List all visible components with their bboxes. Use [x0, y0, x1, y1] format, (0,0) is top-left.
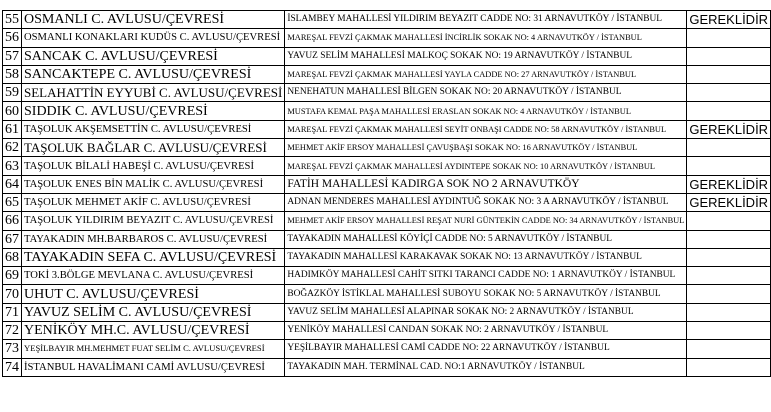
row-number: 65: [3, 193, 22, 211]
row-number: 55: [3, 11, 22, 29]
row-name: TAŞOLUK AKŞEMSETTİN C. AVLUSU/ÇEVRESİ: [22, 120, 285, 138]
row-number: 56: [3, 29, 22, 47]
row-address: YEŞİLBAYIR MAHALLESİ CAMİ CADDE NO: 22 ARNAVUTKÖY / İSTANBUL: [285, 340, 687, 358]
row-name: YEŞİLBAYIR MH.MEHMET FUAT SELİM C. AVLUSU/ÇEVRESİ: [22, 340, 285, 358]
row-name: SIDDIK C. AVLUSU/ÇEVRESİ: [22, 102, 285, 120]
row-address: TAYAKADIN MAH. TERMİNAL CAD. NO:1 ARNAVUTKÖY / İSTANBUL: [285, 358, 687, 376]
row-number: 61: [3, 120, 22, 138]
row-status: [687, 212, 771, 230]
table-row: [3, 230, 771, 248]
row-status: GEREKLİDİR: [687, 11, 771, 29]
row-address: MAREŞAL FEVZİ ÇAKMAK MAHALLESİ İNCİRLİK SOKAK NO: 4 ARNAVUTKÖY / İSTANBUL: [285, 29, 687, 47]
row-name: TAŞOLUK YILDIRIM BEYAZIT C. AVLUSU/ÇEVRESİ: [22, 212, 285, 230]
row-address: YAVUZ SELİM MAHALLESİ ALAPINAR SOKAK NO: 2 ARNAVUTKÖY / İSTANBUL: [285, 303, 687, 321]
table-body: [3, 11, 771, 377]
row-name: TAYAKADIN SEFA C. AVLUSU/ÇEVRESİ: [22, 248, 285, 266]
row-status: [687, 29, 771, 47]
table-row: [3, 340, 771, 358]
row-address: MUSTAFA KEMAL PAŞA MAHALLESİ ERASLAN SOKAK NO: 4 ARNAVUTKÖY / İSTANBUL: [285, 102, 687, 120]
row-status: [687, 230, 771, 248]
row-status: GEREKLİDİR: [687, 120, 771, 138]
table-row: [3, 193, 771, 211]
row-number: 60: [3, 102, 22, 120]
table-row: [3, 212, 771, 230]
row-address: YAVUZ SELİM MAHALLESİ MALKOÇ SOKAK NO: 19 ARNAVUTKÖY / İSTANBUL: [285, 47, 687, 65]
row-status: [687, 47, 771, 65]
mosque-courtyard-table: [2, 10, 771, 377]
row-status: [687, 102, 771, 120]
row-status: [687, 139, 771, 157]
row-status: [687, 267, 771, 285]
row-name: SANCAKTEPE C. AVLUSU/ÇEVRESİ: [22, 65, 285, 83]
row-number: 58: [3, 65, 22, 83]
row-status: GEREKLİDİR: [687, 175, 771, 193]
row-address: MEHMET AKİF ERSOY MAHALLESİ REŞAT NURİ GÜNTEKİN CADDE NO: 34 ARNAVUTKÖY / İSTANBUL: [285, 212, 687, 230]
row-number: 68: [3, 248, 22, 266]
row-number: 66: [3, 212, 22, 230]
row-name: TAŞOLUK ENES BİN MALİK C. AVLUSU/ÇEVRESİ: [22, 175, 285, 193]
table-row: [3, 139, 771, 157]
table-row: [3, 267, 771, 285]
row-name: SELAHATTİN EYYUBİ C. AVLUSU/ÇEVRESİ: [22, 84, 285, 102]
row-name: OSMANLI KONAKLARI KUDÜS C. AVLUSU/ÇEVRESİ: [22, 29, 285, 47]
table-row: [3, 102, 771, 120]
row-status: [687, 285, 771, 303]
row-status: [687, 358, 771, 376]
row-number: 57: [3, 47, 22, 65]
row-name: TAYAKADIN MH.BARBAROS C. AVLUSU/ÇEVRESİ: [22, 230, 285, 248]
row-status: [687, 248, 771, 266]
row-status: [687, 340, 771, 358]
row-address: HADIMKÖY MAHALLESİ CAHİT SITKI TARANCI CADDE NO: 1 ARNAVUTKÖY / İSTANBUL: [285, 267, 687, 285]
row-address: BOĞAZKÖY İSTİKLAL MAHALLESİ SUBOYU SOKAK NO: 5 ARNAVUTKÖY / İSTANBUL: [285, 285, 687, 303]
row-address: YENİKÖY MAHALLESİ CANDAN SOKAK NO: 2 ARNAVUTKÖY / İSTANBUL: [285, 322, 687, 340]
table-row: [3, 175, 771, 193]
row-number: 69: [3, 267, 22, 285]
row-name: İSTANBUL HAVALİMANI CAMİ AVLUSU/ÇEVRESİ: [22, 358, 285, 376]
table-row: [3, 84, 771, 102]
row-address: MEHMET AKİF ERSOY MAHALLESİ ÇAVUŞBAŞI SOKAK NO: 16 ARNAVUTKÖY / İSTANBUL: [285, 139, 687, 157]
row-status: [687, 157, 771, 175]
row-address: ADNAN MENDERES MAHALLESİ AYDINTUĞ SOKAK NO: 3 A ARNAVUTKÖY / İSTANBUL: [285, 193, 687, 211]
row-address: FATİH MAHALLESİ KADIRGA SOK NO 2 ARNAVUTKÖY: [285, 175, 687, 193]
row-name: OSMANLI C. AVLUSU/ÇEVRESİ: [22, 11, 285, 29]
table-row: [3, 65, 771, 83]
row-address: MAREŞAL FEVZİ ÇAKMAK MAHALLESİ SEYİT ONBAŞI CADDE NO: 58 ARNAVUTKÖY / İSTANBUL: [285, 120, 687, 138]
row-number: 59: [3, 84, 22, 102]
row-name: TAŞOLUK MEHMET AKİF C. AVLUSU/ÇEVRESİ: [22, 193, 285, 211]
table-row: [3, 322, 771, 340]
table-row: [3, 47, 771, 65]
row-name: SANCAK C. AVLUSU/ÇEVRESİ: [22, 47, 285, 65]
row-name: TOKİ 3.BÖLGE MEVLANA C. AVLUSU/ÇEVRESİ: [22, 267, 285, 285]
row-address: MAREŞAL FEVZİ ÇAKMAK MAHALLESİ YAYLA CADDE NO: 27 ARNAVUTKÖY / İSTANBUL: [285, 65, 687, 83]
row-address: TAYAKADIN MAHALLESİ KÖYİÇİ CADDE NO: 5 ARNAVUTKÖY / İSTANBUL: [285, 230, 687, 248]
row-status: [687, 65, 771, 83]
row-number: 62: [3, 139, 22, 157]
table-row: [3, 303, 771, 321]
table-row: [3, 120, 771, 138]
table-row: [3, 285, 771, 303]
row-name: TAŞOLUK BİLALİ HABEŞİ C. AVLUSU/ÇEVRESİ: [22, 157, 285, 175]
table-row: [3, 358, 771, 376]
row-number: 71: [3, 303, 22, 321]
table-row: [3, 11, 771, 29]
row-address: MAREŞAL FEVZİ ÇAKMAK MAHALLESİ AYDINTEPE SOKAK NO: 10 ARNAVUTKÖY / İSTANBUL: [285, 157, 687, 175]
row-address: İSLAMBEY MAHALLESİ YILDIRIM BEYAZIT CADDE NO: 31 ARNAVUTKÖY / İSTANBUL: [285, 11, 687, 29]
row-number: 74: [3, 358, 22, 376]
row-number: 63: [3, 157, 22, 175]
row-address: TAYAKADIN MAHALLESİ KARAKAVAK SOKAK NO: 13 ARNAVUTKÖY / İSTANBUL: [285, 248, 687, 266]
row-status: [687, 84, 771, 102]
row-address: NENEHATUN MAHALLESİ BİLGEN SOKAK NO: 20 ARNAVUTKÖY / İSTANBUL: [285, 84, 687, 102]
row-name: YENİKÖY MH.C. AVLUSU/ÇEVRESİ: [22, 322, 285, 340]
row-number: 73: [3, 340, 22, 358]
row-number: 70: [3, 285, 22, 303]
row-name: TAŞOLUK BAĞLAR C. AVLUSU/ÇEVRESİ: [22, 139, 285, 157]
table-row: [3, 248, 771, 266]
row-number: 67: [3, 230, 22, 248]
row-name: YAVUZ SELİM C. AVLUSU/ÇEVRESİ: [22, 303, 285, 321]
table-row: [3, 29, 771, 47]
row-status: [687, 303, 771, 321]
row-status: GEREKLİDİR: [687, 193, 771, 211]
row-number: 72: [3, 322, 22, 340]
row-number: 64: [3, 175, 22, 193]
row-status: [687, 322, 771, 340]
row-name: UHUT C. AVLUSU/ÇEVRESİ: [22, 285, 285, 303]
table-row: [3, 157, 771, 175]
